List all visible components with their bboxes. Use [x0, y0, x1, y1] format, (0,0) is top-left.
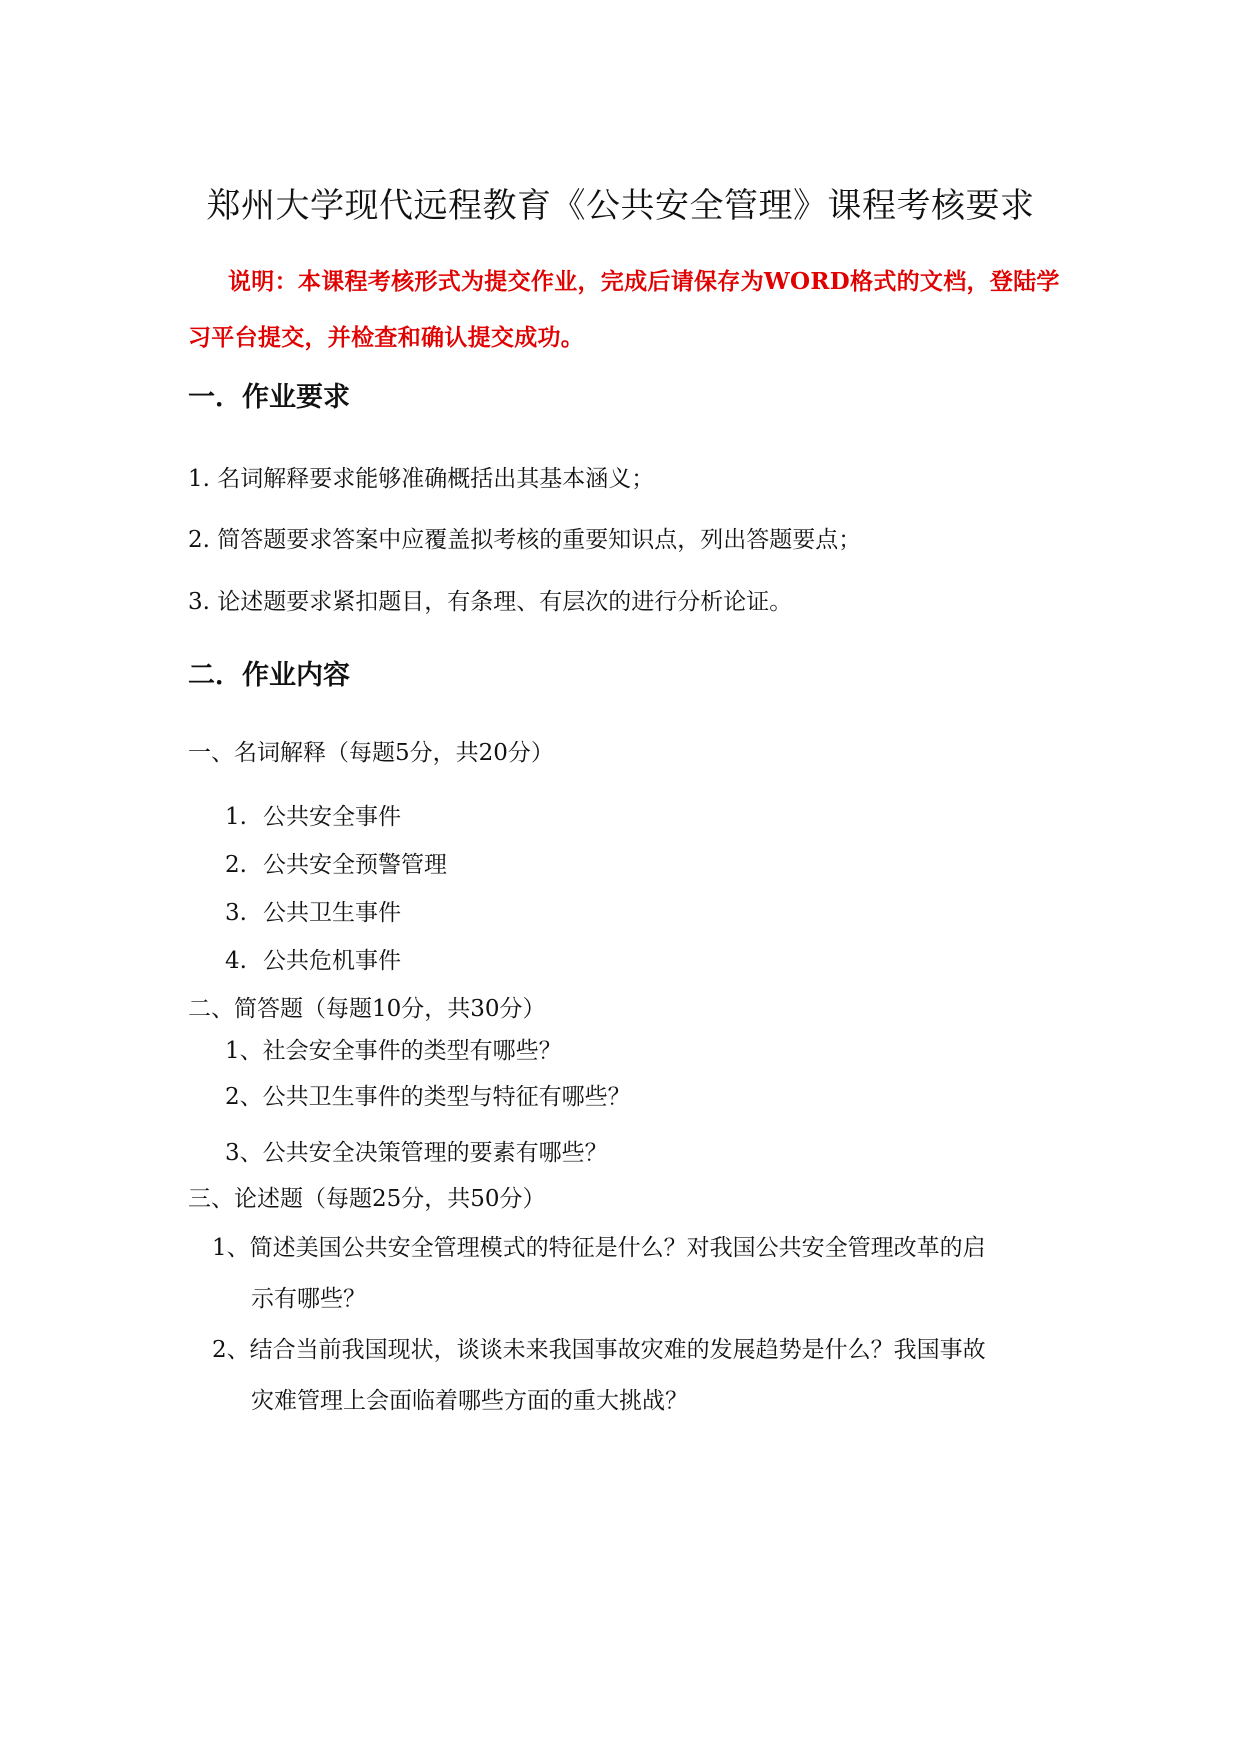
submission-notice: 说明：本课程考核形式为提交作业，完成后请保存为WORD格式的文档，登陆学习平台提交，并检查和确认提交成功。 — [188, 268, 1060, 351]
item-number: 4. — [225, 948, 247, 974]
essay-item-line: 2、结合当前我国现状，谈谈未来我国事故灾难的发展趋势是什么？我国事故 — [212, 1337, 986, 1363]
part-header-essay: 三、论述题（每题25分，共50分） — [188, 1186, 546, 1212]
part-header-short-answer: 二、简答题（每题10分，共30分） — [188, 996, 546, 1022]
requirement-item: 3. 论述题要求紧扣题目，有条理、有层次的进行分析论证。 — [188, 589, 793, 615]
part-header-definitions: 一、名词解释（每题5分，共20分） — [188, 740, 554, 766]
requirement-item: 1. 名词解释要求能够准确概括出其基本涵义； — [188, 466, 655, 492]
short-answer-item: 3、公共安全决策管理的要素有哪些？ — [225, 1140, 608, 1166]
section-heading-content: 二．作业内容 — [188, 660, 350, 691]
definition-item — [225, 798, 401, 831]
item-number: 3. — [225, 900, 247, 926]
essay-item-line: 1、简述美国公共安全管理模式的特征是什么？对我国公共安全管理改革的启 — [212, 1235, 986, 1261]
essay-item-line: 示有哪些？ — [251, 1286, 366, 1312]
definition-item — [225, 846, 447, 879]
item-text: 公共安全事件 — [263, 804, 401, 830]
short-answer-item: 2、公共卫生事件的类型与特征有哪些？ — [225, 1084, 631, 1110]
document-title: 郑州大学现代远程教育《公共安全管理》课程考核要求 — [206, 186, 1035, 226]
definition-item — [225, 894, 401, 927]
item-text: 公共卫生事件 — [263, 900, 401, 926]
definition-item — [225, 942, 401, 975]
section-heading-requirements: 一．作业要求 — [188, 382, 350, 413]
item-number: 1. — [225, 804, 247, 830]
essay-item-line: 灾难管理上会面临着哪些方面的重大挑战？ — [251, 1388, 688, 1414]
item-text: 公共危机事件 — [263, 948, 401, 974]
short-answer-item: 1、社会安全事件的类型有哪些？ — [225, 1038, 562, 1064]
requirement-item: 2. 简答题要求答案中应覆盖拟考核的重要知识点，列出答题要点； — [188, 527, 862, 553]
item-number: 2. — [225, 852, 247, 878]
item-text: 公共安全预警管理 — [263, 852, 447, 878]
